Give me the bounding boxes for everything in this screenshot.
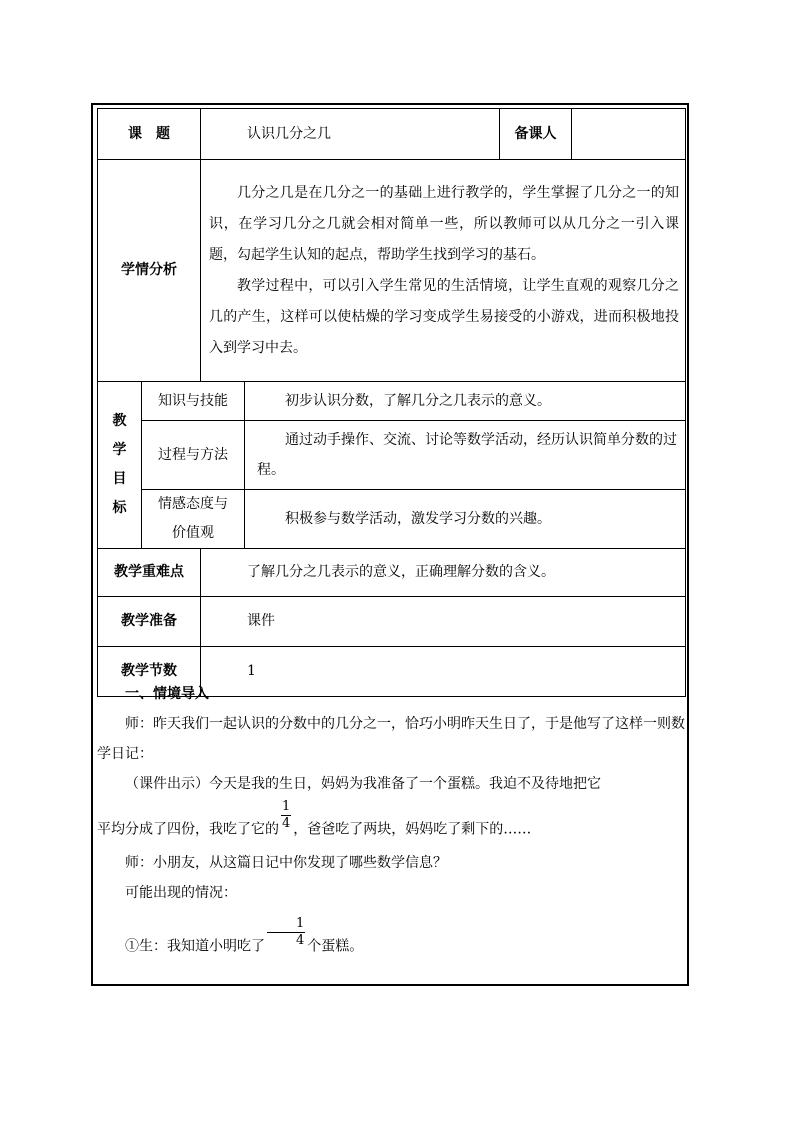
goals-label-char: 教 bbox=[112, 413, 127, 429]
key-points-row bbox=[98, 549, 686, 597]
prep-value: 课件 bbox=[201, 597, 686, 647]
prep-label: 教学准备 bbox=[98, 597, 201, 647]
goals-label-char: 标 bbox=[112, 500, 127, 516]
goal-row-knowledge bbox=[98, 382, 686, 421]
process-paragraph-3: 平均分成了四份，我吃了它的 $\frac{1}{4}$ ，爸爸吃了两块，妈妈吃了剩下的…… bbox=[97, 799, 532, 838]
goals-label-char: 学 bbox=[112, 442, 127, 458]
periods-label: 教学节数 bbox=[98, 647, 201, 697]
process-paragraph-2: （课件出示）今天是我的生日，妈妈为我准备了一个蛋糕。我迫不及待地把它 bbox=[125, 776, 601, 792]
section-heading: 一、情境导入 bbox=[125, 686, 209, 702]
analysis-label: 学情分析 bbox=[98, 160, 201, 382]
topic-value: 认识几分之几 bbox=[201, 109, 500, 160]
goal-name-attitude: 情感态度与 价值观 bbox=[142, 490, 245, 549]
key-points-value: 了解几分之几表示的意义，正确理解分数的含义。 bbox=[201, 549, 686, 597]
goal-row-attitude bbox=[98, 490, 686, 549]
topic-row bbox=[98, 109, 686, 160]
goal-text-process: 通过动手操作、交流、讨论等数学活动，经历认识简单分数的过程。 bbox=[245, 421, 686, 490]
analysis-row bbox=[98, 160, 686, 382]
lesson-plan-table bbox=[97, 108, 686, 697]
process-paragraph-1: 师：昨天我们一起认识的分数中的几分之一，恰巧小明昨天生日了，于是他写了这样一则数学日记： bbox=[97, 716, 685, 762]
fraction-one-quarter: $\frac{1}{4}$ bbox=[267, 916, 305, 949]
analysis-content bbox=[201, 160, 686, 382]
analysis-paragraph-1: 几分之几是在几分之一的基础上进行教学的，学生掌握了几分之一的知识，在学习几分之几就会相对简单一些，所以教师可以从几分之一引入课题，勾起学生认知的起点，帮助学生找到学习的基石。 bbox=[209, 184, 679, 263]
prep-row bbox=[98, 597, 686, 647]
periods-value: 1 bbox=[201, 647, 686, 697]
process-paragraph-6: ①生：我知道小明吃了 $\frac{1}{4}$ 个蛋糕。 bbox=[125, 916, 364, 955]
process-paragraph-5: 可能出现的情况： bbox=[125, 885, 237, 901]
lesson-plan-sheet bbox=[91, 103, 689, 986]
fraction-one-quarter: $\frac{1}{4}$ bbox=[282, 799, 291, 831]
goal-row-process bbox=[98, 421, 686, 490]
goal-text-attitude: 积极参与数学活动，激发学习分数的兴趣。 bbox=[245, 490, 686, 549]
preparer-label: 备课人 bbox=[500, 109, 572, 160]
goals-label bbox=[98, 382, 142, 549]
goals-label-char: 目 bbox=[112, 471, 127, 487]
preparer-value bbox=[572, 109, 686, 160]
process-paragraph-4: 师：小朋友，从这篇日记中你发现了哪些数学信息？ bbox=[125, 855, 447, 871]
goal-name-process: 过程与方法 bbox=[142, 421, 245, 490]
teaching-process bbox=[97, 679, 685, 963]
goal-name-knowledge: 知识与技能 bbox=[142, 382, 245, 421]
key-points-label: 教学重难点 bbox=[98, 549, 201, 597]
topic-label: 课 题 bbox=[98, 109, 201, 160]
analysis-paragraph-2: 教学过程中，可以引入学生常见的生活情境，让学生直观的观察几分之几的产生，这样可以使枯燥的学习变成学生易接受的小游戏，进而积极地投入到学习中去。 bbox=[209, 277, 679, 356]
goal-text-knowledge: 初步认识分数，了解几分之几表示的意义。 bbox=[245, 382, 686, 421]
